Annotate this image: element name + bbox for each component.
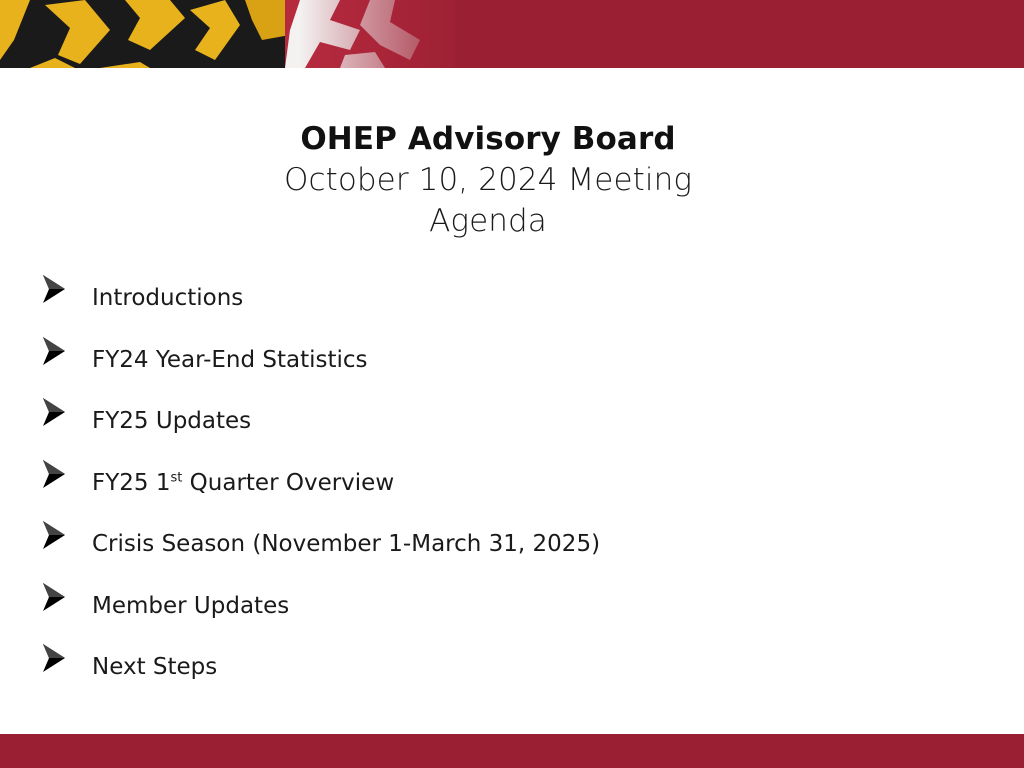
list-item <box>40 336 600 398</box>
arrow-bullet-icon <box>40 520 92 550</box>
arrow-bullet-icon <box>40 582 92 612</box>
agenda-list <box>40 274 600 705</box>
arrow-bullet-icon <box>40 274 92 304</box>
meeting-date: October 10, 2024 Meeting <box>283 162 693 198</box>
agenda-item-text: Member Updates <box>92 592 290 619</box>
agenda-item-suffix: Quarter Overview <box>182 469 395 496</box>
list-item <box>40 397 600 459</box>
footer-bar <box>0 734 1024 768</box>
header-banner <box>0 0 1024 68</box>
list-item <box>40 582 600 644</box>
arrow-bullet-icon <box>40 643 92 673</box>
agenda-item-text: FY24 Year-End Statistics <box>92 346 368 373</box>
arrow-bullet-icon <box>40 459 92 489</box>
agenda-item-prefix: FY25 1 <box>92 469 171 496</box>
agenda-item-text: Next Steps <box>92 654 218 680</box>
agenda-item-text: FY25 Updates <box>92 408 252 434</box>
list-item <box>40 459 600 521</box>
agenda-heading: Agenda <box>429 203 547 239</box>
maryland-flag-graphic <box>0 0 1024 68</box>
arrow-bullet-icon <box>40 336 92 366</box>
board-title: OHEP Advisory Board <box>300 121 676 157</box>
title-block <box>188 119 788 242</box>
agenda-item-text <box>92 459 394 507</box>
agenda-item-text: Crisis Season (November 1-March 31, 2025) <box>92 531 601 557</box>
list-item <box>40 520 600 582</box>
agenda-item-text: Introductions <box>92 285 244 311</box>
list-item <box>40 274 600 336</box>
ordinal-suffix: st <box>170 469 183 485</box>
list-item <box>40 643 600 705</box>
arrow-bullet-icon <box>40 397 92 427</box>
